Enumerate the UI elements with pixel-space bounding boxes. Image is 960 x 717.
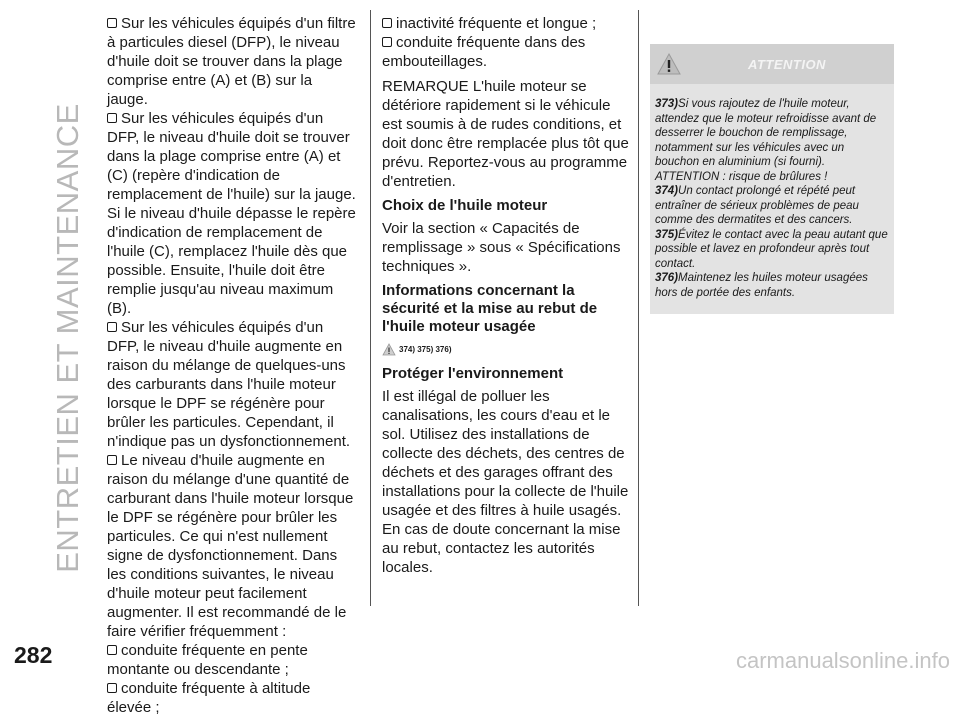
section-title-text: ENTRETIEN ET MAINTENANCE [50,103,85,573]
attention-note: 374)Un contact prolongé et répété peut entraîner de sérieux problèmes de peau comme des dermatites et des cancers. [655,185,859,226]
attention-note: 375)Évitez le contact avec la peau autant que possible et lavez en profondeur après tout contact. [655,228,888,270]
column-divider-1 [370,10,371,606]
bullet-item: inactivité fréquente et longue ; [382,14,632,33]
attention-note: 376)Maintenez les huiles moteur usagées hors de portée des enfants. [655,272,868,299]
heading-proteger-environnement: Protéger l'environnement [382,365,564,382]
section-title [38,18,98,658]
bullet-item: Le niveau d'huile augmente en raison du mélange d'une quantité de carburant dans l'huile moteur lorsque le DPF se régénère pour brûler les particules. Ce qui n'est nullement signe de dysfonctionnement. Dans les conditions suivantes, le niveau d'huile moteur peut facilement augmenter. Il est recommandé de le faire vérifier fréquemment : [107,452,354,640]
checkbox-bullet-icon [107,322,117,332]
bullet-item: Sur les véhicules équipés d'un filtre à particules diesel (DFP), le niveau d'huile doit se trouver dans la plage comprise entre (A) et (B) sur la jauge. [107,15,356,108]
checkbox-bullet-icon [107,113,117,123]
attention-notes [650,84,894,300]
checkbox-bullet-icon [107,18,117,28]
remarque-paragraph: REMARQUE L'huile moteur se détériore rapidement si le véhicule est soumis à de rudes conditions, et doit donc être remplacée plus tôt que prévu. Reportez-vous au programme d'entretien. [382,78,629,190]
proteger-paragraph: Il est illégal de polluer les canalisations, les cours d'eau et le sol. Utilisez des installations de collecte des déchets, des centres de déchets et des garages offrant des installations pour la collecte de l'huile usagée et des filtres à huile usagés. En cas de doute concernant la mise au rebut, contactez les autorités locales. [382,388,629,576]
attention-box [650,44,894,314]
heading-informations-securite: Informations concernant la sécurité et la mise au rebut de l'huile moteur usagée [382,282,598,335]
warning-references [382,340,632,359]
column-divider-2 [638,10,639,606]
warning-triangle-icon [382,343,396,356]
bullet-item: Sur les véhicules équipés d'un DFP, le niveau d'huile doit se trouver dans la plage comprise entre (A) et (C) (repère d'indication de remplacement de l'huile) sur la jauge. Si le niveau d'huile dépasse le repère d'indication de remplacement de l'huile (C), remplacez l'huile dès que possible. Ensuite, l'huile doit être remplie jusqu'au niveau maximum (B). [107,110,356,317]
bullet-item: conduite fréquente dans des embouteillages. [382,34,586,70]
attention-header [650,44,894,84]
checkbox-bullet-icon [382,18,392,28]
bullet-item: conduite fréquente à altitude élevée ; [107,680,311,716]
bullet-item: Sur les véhicules équipés d'un DFP, le niveau d'huile augmente en raison du mélange de quelques-uns des carburants dans l'huile moteur lorsque le DPF se régénère pour brûler les particules. Cependant, il n'indique pas un dysfonctionnement. [107,319,351,450]
watermark: carmanualsonline.info [735,648,950,673]
checkbox-bullet-icon [107,645,117,655]
page-number: 282 [14,642,53,668]
checkbox-bullet-icon [382,37,392,47]
checkbox-bullet-icon [107,683,117,693]
bullet-item: conduite fréquente en pente montante ou descendante ; [107,642,308,678]
warning-triangle-icon [656,52,682,76]
reference-numbers: 374) 375) 376) [399,345,452,354]
choix-paragraph: Voir la section « Capacités de remplissage » sous « Spécifications techniques ». [382,220,621,275]
heading-choix-huile: Choix de l'huile moteur [382,197,548,214]
attention-title: ATTENTION [748,56,826,72]
column-2 [382,14,632,577]
attention-note: 373)Si vous rajoutez de l'huile moteur, attendez que le moteur refroidisse avant de desserrer le bouchon de remplissage, notamment sur les véhicules avec un bouchon en aluminium (si fourni). ATTENTION : risque de brûlures ! [655,98,877,183]
column-1 [107,14,357,717]
checkbox-bullet-icon [107,455,117,465]
